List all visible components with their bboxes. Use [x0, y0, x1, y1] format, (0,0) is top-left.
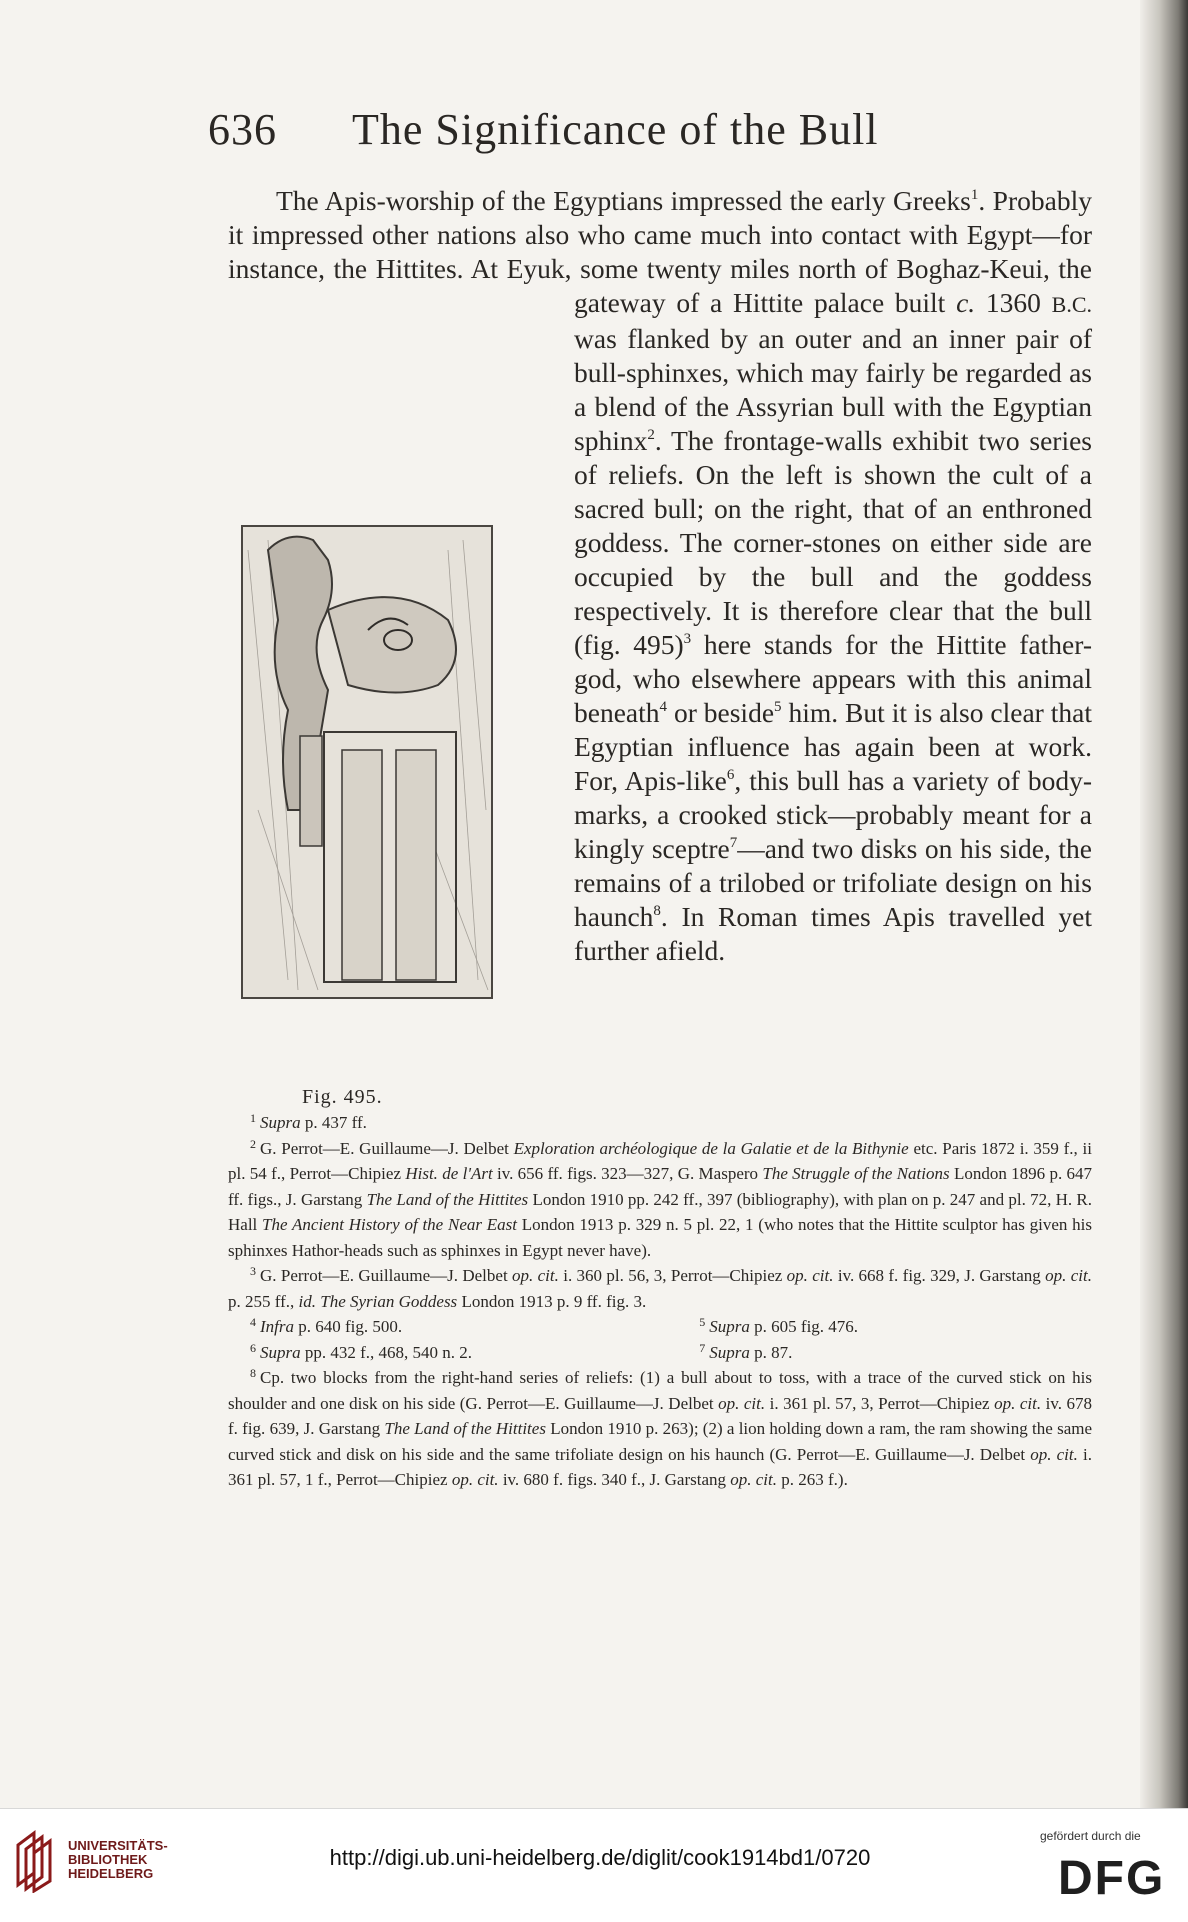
text-run: Infra [260, 1317, 294, 1336]
text-run: p. 263 f.). [777, 1470, 848, 1489]
text-run: iv. 680 f. figs. 340 f., J. Garstang [498, 1470, 731, 1489]
footnote-2 [228, 1136, 1092, 1264]
footnotes [228, 1110, 1092, 1493]
running-head [208, 104, 1088, 164]
footnote-ref[interactable]: 3 [683, 631, 692, 647]
text-run: op. cit. [718, 1393, 766, 1413]
library-name-line: HEIDELBERG [68, 1866, 154, 1881]
figure-495 [208, 320, 574, 1108]
footnote-4 [228, 1314, 643, 1340]
text-run: was flanked by an outer and an inner pair of bull-sphinxes, which may fairly be regarded as a blend of the Assyrian bull with the Egyptian sphinx [574, 323, 1092, 456]
library-name-line: BIBLIOTHEK [68, 1852, 148, 1867]
text-run: Supra [260, 1113, 301, 1132]
text-run: p. 437 ff. [300, 1113, 367, 1132]
page-edge-shadow [1140, 0, 1188, 1808]
footnote-number: 2 [250, 1136, 256, 1151]
footnote-ref[interactable]: 6 [726, 767, 735, 783]
text-run: Exploration archéologique de la Galatie et de la Bithynie [513, 1138, 909, 1158]
library-name-line: UNIVERSITÄTS- [68, 1838, 168, 1853]
text-run: op. cit. [451, 1470, 499, 1489]
footnote-number: 5 [699, 1315, 706, 1329]
text-run: op. cit. [512, 1266, 559, 1285]
text-run: London 1910 p. 263); (2) a lion holding down a ram, the ram showing the same curved stick and disk on his side and the same trifoliate design on his haunch (G. Perrot—E. Guillaume—J. Delbet [228, 1419, 1093, 1464]
footnote-3 [228, 1263, 1092, 1314]
footnote-ref[interactable]: 5 [774, 699, 782, 715]
text-run: The Apis-worship of the Egyptians impressed the early Greeks [276, 185, 971, 216]
text-run: p. 87. [749, 1342, 793, 1362]
text-run: here stands for the Hittite father-god, who elsewhere appears with this animal beneath [574, 629, 1092, 728]
text-run: Supra [260, 1342, 301, 1362]
text-run: op. cit. [730, 1470, 777, 1489]
footnote-7 [677, 1340, 1092, 1366]
text-run: G. Perrot—E. Guillaume—J. Delbet [260, 1266, 513, 1285]
text-run: London 1896 p. 647 ff. figs., J. Garstang [228, 1164, 1093, 1209]
text-run: . In Roman times Apis travelled yet further afield. [574, 901, 1092, 966]
footnote-row [228, 1340, 1092, 1366]
text-run: B.C. [1051, 292, 1093, 317]
bull-relief-illustration [228, 510, 558, 1070]
footnote-5 [677, 1314, 1092, 1340]
figure-caption: Fig. 495. [302, 1086, 383, 1108]
text-run: Supra [709, 1317, 750, 1336]
text-run: Supra [709, 1342, 750, 1362]
footnote-ref[interactable]: 8 [653, 903, 661, 919]
text-run: op. cit. [786, 1266, 834, 1285]
page-number: 636 [208, 105, 277, 154]
footnote-number: 1 [250, 1111, 256, 1125]
text-run: iv. 656 ff. figs. 323—327, G. Maspero [492, 1164, 763, 1183]
text-run: p. 255 ff., [228, 1291, 299, 1311]
footnote-8 [228, 1365, 1092, 1493]
text-run: London 1913 p. 9 ff. fig. 3. [457, 1291, 647, 1311]
funding-label: gefördert durch die [1040, 1829, 1141, 1843]
footnote-number: 4 [250, 1315, 256, 1329]
text-run: The Struggle of the Nations [762, 1164, 950, 1183]
text-run: id. The Syrian Goddess [298, 1291, 458, 1311]
text-run: him. But it is also clear that Egyptian influence has again been at work. For, Apis-like [574, 697, 1092, 796]
text-run: . The frontage-walls exhibit two series of reliefs. On the left is shown the cult of a sacred bull; on the right, that of an enthroned goddess. The corner-stones on either side are occupied by the bull and the goddess respectively. It is therefore clear that the bull (fig. 495) [574, 425, 1092, 660]
footnote-number: 6 [250, 1340, 256, 1355]
viewer-footer [0, 1808, 1188, 1922]
text-run: Hist. de l'Art [405, 1164, 493, 1183]
text-run: The Ancient History of the Near East [262, 1215, 517, 1234]
text-run: i. 361 pl. 57, 1 f., Perrot—Chipiez [228, 1444, 1092, 1489]
footnote-ref[interactable]: 4 [659, 699, 668, 715]
footnote-number: 3 [250, 1264, 256, 1278]
footnote-6 [228, 1340, 643, 1366]
permalink-url[interactable]: http://digi.ub.uni-heidelberg.de/diglit/cook1914bd1/0720 [329, 1845, 871, 1870]
text-run: . Probably it impressed other nations also who came much into contact with Egypt—for instance, the Hittites. At Eyuk, some twenty miles north of Boghaz-Keui, the gateway of a Hittite palace built [228, 185, 1092, 318]
text-run: c. [956, 287, 976, 318]
text-run: The Land of the Hittites [384, 1419, 546, 1438]
footnote-ref[interactable]: 7 [729, 835, 738, 851]
text-run: op. cit. [1030, 1444, 1078, 1464]
library-name [68, 1839, 168, 1881]
footnote-ref[interactable]: 1 [970, 187, 979, 203]
text-run: etc. Paris 1872 i. 359 f., ii pl. 54 f., Perrot—Chipiez [228, 1138, 1092, 1183]
main-paragraph [228, 184, 1093, 1108]
text-run: i. 360 pl. 56, 3, Perrot—Chipiez [558, 1266, 787, 1285]
text-run: 1360 [975, 287, 1052, 318]
text-run: —and two disks on his side, the remains of a trilobed or trifoliate design on his haunch [574, 833, 1092, 932]
text-run: i. 361 pl. 57, 3, Perrot—Chipiez [765, 1393, 995, 1413]
university-library-logo-icon[interactable] [12, 1825, 58, 1893]
text-run: , this bull has a variety of body-marks, a crooked stick—probably meant for a kingly sceptre [574, 765, 1092, 864]
text-run: p. 640 fig. 500. [294, 1317, 403, 1336]
text-run: or beside [667, 697, 775, 728]
text-run: iv. 668 f. fig. 329, J. Garstang [833, 1266, 1046, 1285]
footnote-1 [228, 1110, 1092, 1136]
text-run: G. Perrot—E. Guillaume—J. Delbet [260, 1138, 514, 1158]
text-run: op. cit. [1045, 1266, 1092, 1285]
text-run: pp. 432 f., 468, 540 n. 2. [300, 1342, 473, 1362]
dfg-logo[interactable]: DFG [1058, 1852, 1166, 1905]
footnote-ref[interactable]: 2 [647, 427, 655, 443]
text-run: London 1913 p. 329 n. 5 pl. 22, 1 (who notes that the Hittite sculptor has given his sphinxes Hathor-heads such as sphinxes in Egypt never have). [228, 1215, 1092, 1260]
text-run: Cp. two blocks from the right-hand series of reliefs: (1) a bull about to toss, with a trace of the curved stick on his shoulder and one disk on his side (G. Perrot—E. Guillaume—J. Delbet [228, 1368, 1092, 1413]
text-run: p. 605 fig. 476. [749, 1317, 859, 1336]
footnote-row [228, 1314, 1092, 1340]
footnote-number: 7 [699, 1340, 706, 1355]
text-run: The Land of the Hittites [366, 1189, 529, 1209]
page-title: The Significance of the Bull [352, 105, 879, 154]
footnote-number: 8 [250, 1366, 256, 1380]
text-run: London 1910 pp. 242 ff., 397 (bibliography), with plan on p. 247 and pl. 72, H. R. Hall [228, 1189, 1093, 1234]
text-run: op. cit. [994, 1393, 1042, 1413]
text-run: iv. 678 f. fig. 639, J. Garstang [228, 1393, 1092, 1438]
